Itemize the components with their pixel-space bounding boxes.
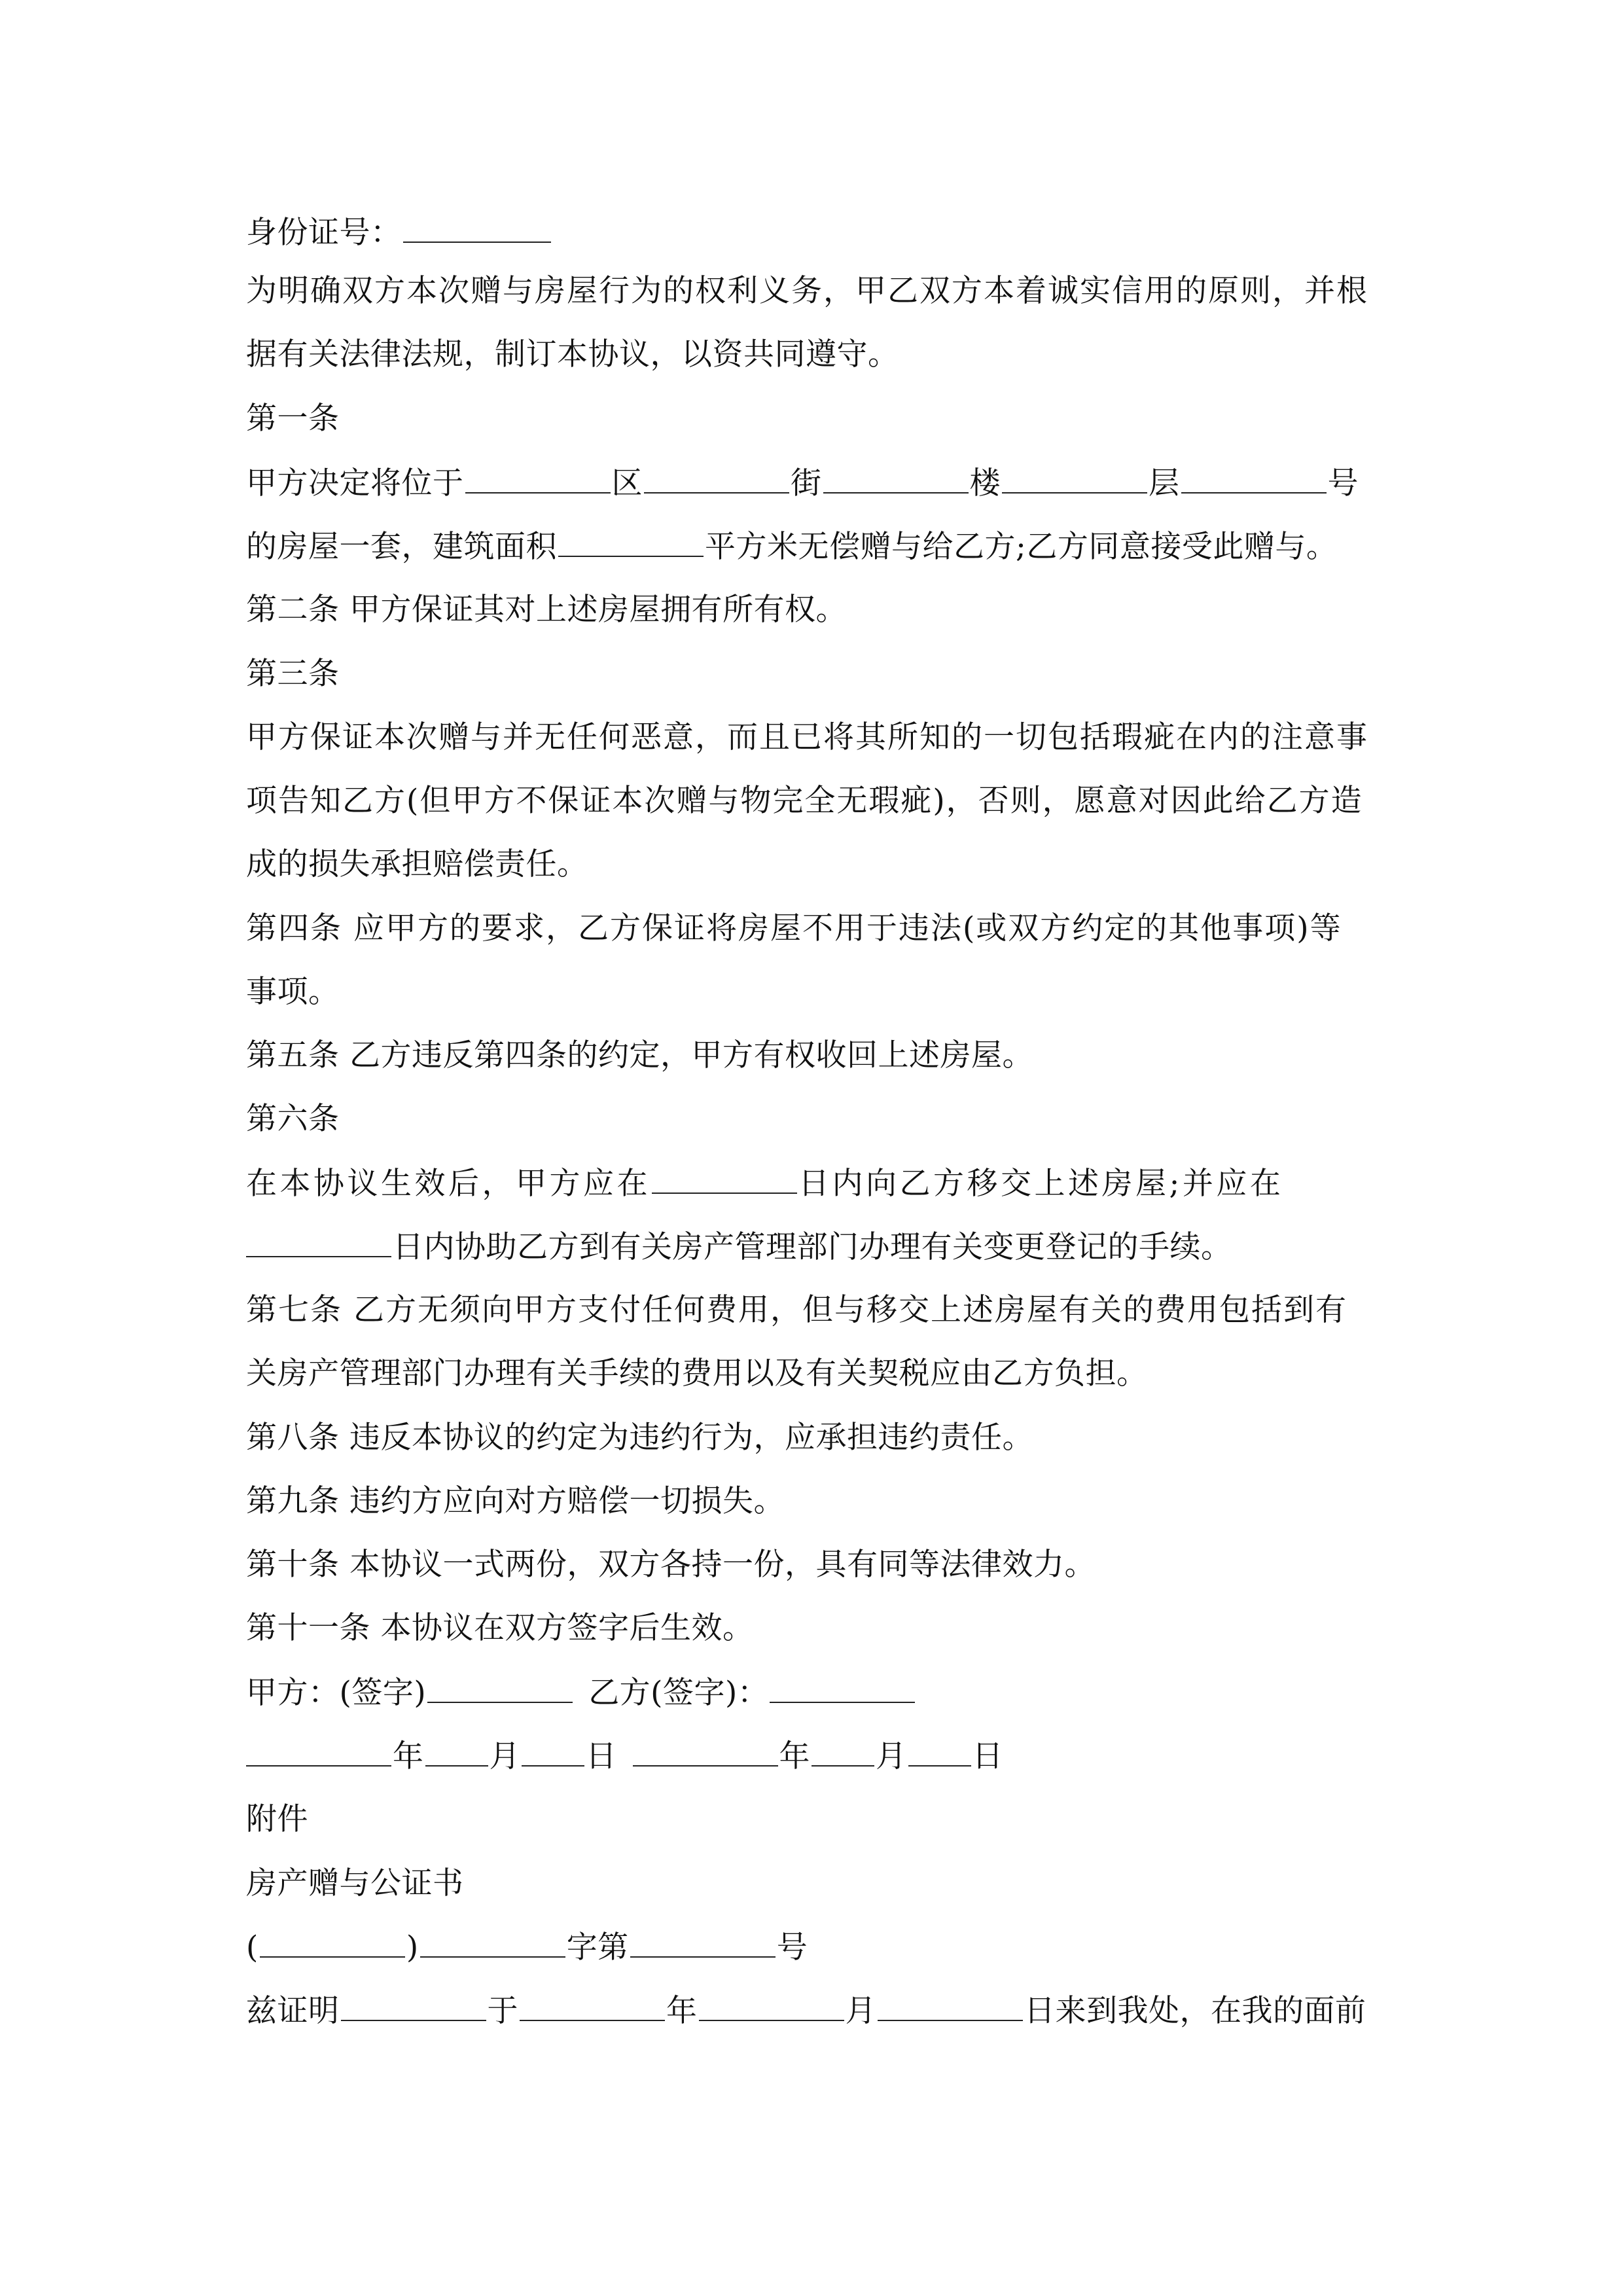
article-6-line-2	[246, 1227, 1232, 1266]
notary-reference-line	[246, 1928, 808, 1967]
area-blank	[558, 527, 704, 557]
party-b-day-blank	[908, 1736, 971, 1767]
id-number-line	[246, 213, 552, 252]
party-b-signature-label: 乙方(签字)：	[588, 1675, 769, 1711]
article-3-line-3: 成的损失承担赔偿责任。	[246, 846, 588, 882]
article-6-line-1	[246, 1164, 1283, 1203]
party-b-month-label: 月	[876, 1738, 907, 1774]
handover-days-blank	[652, 1164, 797, 1194]
article-3-line-1: 甲方保证本次赠与并无任何恶意，而且已将其所知的一切包括瑕疵在内的注意事	[246, 719, 1368, 755]
party-a-signature-blank	[427, 1673, 573, 1703]
floor-label: 层	[1149, 465, 1180, 501]
party-b-day-label: 日	[972, 1738, 1003, 1774]
signature-line	[246, 1673, 916, 1712]
party-b-year-blank	[633, 1736, 778, 1767]
article-8: 第八条 违反本协议的约定为违约行为，应承担违约责任。	[246, 1420, 1033, 1456]
article-11: 第十一条 本协议在双方签字后生效。	[246, 1610, 754, 1646]
article-1-heading: 第一条	[246, 401, 340, 437]
reference-number-blank	[630, 1928, 776, 1958]
article-6-registration-text: 日内协助乙方到有关房产管理部门办理有关变更登记的手续。	[393, 1229, 1232, 1265]
floor-blank	[1002, 463, 1147, 493]
building-label: 楼	[969, 465, 1001, 501]
article-1-line-1	[246, 463, 1359, 503]
party-b-month-blank	[812, 1736, 874, 1767]
article-2: 第二条 甲方保证其对上述房屋拥有所有权。	[246, 592, 847, 628]
notary-month-blank	[699, 1991, 844, 2021]
article-6-text: 在本协议生效后，甲方应在	[246, 1166, 651, 1202]
id-number-label: 身份证号：	[246, 215, 402, 251]
article-3-line-2: 项告知乙方(但甲方不保证本次赠与物完全无瑕疵)，否则，愿意对因此给乙方造	[246, 783, 1363, 819]
reference-open-paren: (	[246, 1929, 259, 1965]
notary-on-label: 于	[487, 1993, 518, 2029]
article-3-heading: 第三条	[246, 656, 340, 692]
id-number-blank	[403, 213, 551, 243]
article-1-text: 甲方决定将位于	[246, 465, 464, 501]
article-5: 第五条 乙方违反第四条的约定，甲方有权收回上述房屋。	[246, 1037, 1033, 1073]
article-4-line-2: 事项。	[246, 974, 340, 1010]
article-6-heading: 第六条	[246, 1101, 340, 1137]
party-a-month-blank	[425, 1736, 488, 1767]
notary-statement-line	[246, 1991, 1366, 2030]
street-blank	[644, 463, 789, 493]
article-1-line-2	[246, 527, 1337, 566]
article-4-line-1: 第四条 应甲方的要求，乙方保证将房屋不用于违法(或双方约定的其他事项)等	[246, 910, 1342, 946]
notary-certify-label: 兹证明	[246, 1993, 340, 2029]
article-1-gift-text: 平方米无偿赠与给乙方;乙方同意接受此赠与。	[705, 529, 1338, 565]
party-a-year-blank	[246, 1736, 391, 1767]
party-b-year-label: 年	[779, 1738, 810, 1774]
article-6-handover-text: 日内向乙方移交上述房屋;并应在	[798, 1166, 1284, 1202]
registration-days-blank	[246, 1227, 391, 1257]
party-a-signature-label: 甲方：(签字)	[246, 1675, 427, 1711]
building-blank	[823, 463, 969, 493]
party-a-year-label: 年	[393, 1738, 424, 1774]
reference-prefix-blank	[420, 1928, 565, 1958]
article-10: 第十条 本协议一式两份，双方各持一份，具有同等法律效力。	[246, 1547, 1096, 1583]
number-blank	[1181, 463, 1327, 493]
notary-day-blank	[878, 1991, 1023, 2021]
party-a-month-label: 月	[489, 1738, 520, 1774]
preamble-line-1: 为明确双方本次赠与房屋行为的权利义务，甲乙双方本着诚实信用的原则，并根	[246, 273, 1368, 309]
reference-year-blank	[260, 1928, 405, 1958]
notary-year-blank	[520, 1991, 665, 2021]
reference-zi-label: 字第	[566, 1929, 629, 1965]
party-b-signature-blank	[770, 1673, 915, 1703]
preamble-line-2: 据有关法律法规，制订本协议，以资共同遵守。	[246, 336, 899, 372]
district-blank	[465, 463, 611, 493]
article-7-line-1: 第七条 乙方无须向甲方支付任何费用，但与移交上述房屋有关的费用包括到有	[246, 1292, 1347, 1328]
notary-year-label: 年	[666, 1993, 698, 2029]
date-line	[246, 1736, 1003, 1776]
party-a-day-blank	[522, 1736, 584, 1767]
notary-name-blank	[341, 1991, 486, 2021]
street-label: 街	[791, 465, 822, 501]
article-9: 第九条 违约方应向对方赔偿一切损失。	[246, 1483, 785, 1519]
reference-close-paren: )	[406, 1929, 419, 1965]
number-label: 号	[1327, 465, 1359, 501]
notary-title: 房产赠与公证书	[246, 1865, 464, 1901]
reference-hao-label: 号	[776, 1929, 808, 1965]
notary-month-label: 月	[845, 1993, 876, 2029]
article-1-area-text: 的房屋一套，建筑面积	[246, 529, 557, 565]
attachment-label: 附件	[246, 1801, 308, 1837]
article-7-line-2: 关房产管理部门办理有关手续的费用以及有关契税应由乙方负担。	[246, 1355, 1148, 1391]
party-a-day-label: 日	[586, 1738, 617, 1774]
notary-presence-text: 日来到我处，在我的面前	[1024, 1993, 1366, 2029]
district-label: 区	[611, 465, 643, 501]
